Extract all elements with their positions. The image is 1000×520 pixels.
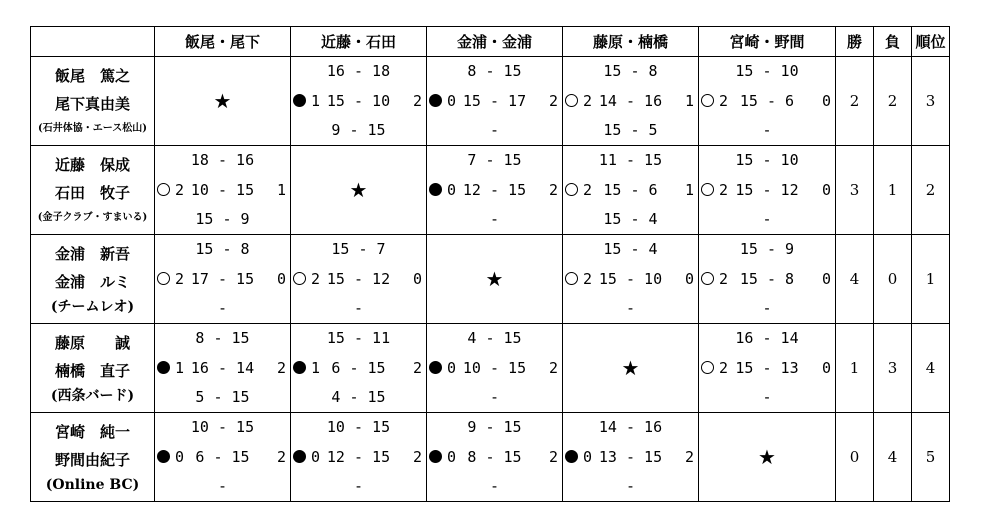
opponent-header: 近藤・石田 [291, 27, 427, 57]
set-score-1: 15 - 7 [331, 240, 386, 258]
set-score-2: 15 - 10 [598, 270, 663, 288]
match-cell [699, 235, 836, 324]
set-score-2: 12 - 15 [462, 181, 527, 199]
games-lost: 2 [548, 448, 558, 466]
rank-value: 1 [912, 235, 950, 324]
set-score-3: - [762, 210, 772, 228]
games-lost: 2 [548, 181, 558, 199]
losses-count: 1 [874, 146, 912, 235]
set-score-1: 15 - 11 [326, 329, 391, 347]
round-robin-table [30, 26, 950, 502]
set-score-1: 7 - 15 [467, 151, 522, 169]
games-won: 0 [175, 448, 185, 466]
losses-count: 4 [874, 413, 912, 502]
games-lost: 2 [548, 359, 558, 377]
games-lost: 1 [684, 181, 694, 199]
player-row [31, 57, 950, 146]
set-score-2: 15 - 8 [739, 270, 795, 288]
games-lost: 2 [412, 92, 422, 110]
match-cell [155, 413, 291, 502]
games-won: 0 [447, 181, 457, 199]
games-lost: 0 [821, 92, 831, 110]
games-lost: 0 [276, 270, 286, 288]
opponent-header: 金浦・金浦 [427, 27, 563, 57]
player-name-cell [31, 324, 155, 413]
set-score-2: 14 - 16 [598, 92, 663, 110]
set-score-2: 15 - 17 [462, 92, 527, 110]
games-won: 0 [311, 448, 321, 466]
games-won: 1 [311, 359, 321, 377]
player-name-2: 野間由紀子 [54, 451, 130, 469]
set-score-1: 15 - 8 [195, 240, 250, 258]
games-lost: 0 [821, 181, 831, 199]
player-row [31, 235, 950, 324]
set-score-3: - [489, 477, 500, 495]
set-score-2: 6 - 15 [331, 359, 386, 377]
rank-value: 5 [912, 413, 950, 502]
corner-cell [31, 27, 155, 57]
set-score-2: 17 - 15 [190, 270, 255, 288]
set-score-1: 18 - 16 [190, 151, 255, 169]
set-score-1: 15 - 8 [603, 62, 658, 80]
set-score-1: 10 - 15 [190, 418, 255, 436]
set-score-3: 15 - 4 [603, 210, 658, 228]
games-lost: 0 [821, 270, 831, 288]
set-score-2: 15 - 6 [739, 92, 795, 110]
player-name-cell [31, 413, 155, 502]
set-score-3: - [625, 299, 636, 317]
club-name: (石井体協・エース松山) [38, 123, 147, 134]
match-cell [155, 146, 291, 235]
games-won: 0 [583, 448, 593, 466]
rank-value: 4 [912, 324, 950, 413]
set-score-3: - [762, 388, 772, 406]
wins-count: 4 [836, 235, 874, 324]
set-score-1: 16 - 14 [735, 329, 799, 347]
self-match-star: ★ [699, 413, 836, 502]
set-score-1: 10 - 15 [326, 418, 391, 436]
set-score-3: - [762, 121, 772, 139]
player-row [31, 324, 950, 413]
player-name-1: 藤原 誠 [54, 334, 130, 352]
rank-value: 2 [912, 146, 950, 235]
games-lost: 0 [412, 270, 422, 288]
player-row [31, 413, 950, 502]
self-match-star: ★ [427, 235, 563, 324]
games-won: 2 [311, 270, 321, 288]
player-name-cell [31, 235, 155, 324]
set-score-2: 15 - 12 [735, 181, 799, 199]
player-name-1: 近藤 保成 [54, 156, 130, 174]
match-cell [563, 413, 699, 502]
match-cell [563, 235, 699, 324]
set-score-2: 8 - 15 [467, 448, 522, 466]
player-name-2: 金浦 ルミ [54, 273, 130, 291]
losses-count: 3 [874, 324, 912, 413]
player-row [31, 146, 950, 235]
player-name-2: 尾下真由美 [54, 95, 130, 113]
player-name-2: 楠橋 直子 [54, 362, 130, 380]
match-cell [563, 57, 699, 146]
set-score-2: 15 - 12 [326, 270, 391, 288]
games-won: 1 [311, 92, 321, 110]
match-cell [155, 235, 291, 324]
opponent-header: 飯尾・尾下 [155, 27, 291, 57]
set-score-2: 13 - 15 [598, 448, 663, 466]
player-name-1: 宮崎 純一 [54, 423, 130, 441]
opponent-header: 宮崎・野間 [699, 27, 836, 57]
match-cell [291, 413, 427, 502]
set-score-2: 10 - 15 [462, 359, 527, 377]
player-name-1: 金浦 新吾 [54, 245, 130, 263]
match-cell [427, 324, 563, 413]
set-score-3: - [353, 299, 364, 317]
losses-header: 負 [874, 27, 912, 57]
club-name: (チームレオ) [50, 299, 135, 315]
match-cell [699, 324, 836, 413]
losses-count: 2 [874, 57, 912, 146]
set-score-3: - [489, 121, 500, 139]
set-score-2: 15 - 6 [603, 181, 658, 199]
games-lost: 1 [684, 92, 694, 110]
club-name: (金子クラブ・すまいる) [37, 212, 148, 223]
set-score-1: 14 - 16 [598, 418, 663, 436]
games-won: 2 [583, 181, 593, 199]
match-cell [427, 413, 563, 502]
self-match-star: ★ [563, 324, 699, 413]
match-cell [427, 57, 563, 146]
games-lost: 1 [276, 181, 286, 199]
games-won: 2 [719, 92, 729, 110]
losses-count: 0 [874, 235, 912, 324]
match-cell [699, 146, 836, 235]
set-score-2: 15 - 10 [326, 92, 391, 110]
games-won: 2 [175, 181, 185, 199]
rank-value: 3 [912, 57, 950, 146]
set-score-3: 9 - 15 [331, 121, 386, 139]
set-score-1: 4 - 15 [467, 329, 522, 347]
match-cell [291, 324, 427, 413]
wins-count: 2 [836, 57, 874, 146]
set-score-2: 15 - 13 [735, 359, 799, 377]
match-cell [427, 146, 563, 235]
set-score-3: - [489, 388, 500, 406]
set-score-3: - [353, 477, 364, 495]
games-won: 2 [719, 270, 729, 288]
set-score-3: - [217, 477, 228, 495]
set-score-2: 12 - 15 [326, 448, 391, 466]
set-score-3: 4 - 15 [331, 388, 386, 406]
set-score-2: 16 - 14 [190, 359, 255, 377]
games-lost: 2 [412, 448, 422, 466]
opponent-header: 藤原・楠橋 [563, 27, 699, 57]
match-cell [699, 57, 836, 146]
set-score-3: - [762, 299, 772, 317]
set-score-1: 15 - 10 [735, 62, 799, 80]
set-score-3: - [217, 299, 228, 317]
set-score-1: 9 - 15 [467, 418, 522, 436]
set-score-3: - [489, 210, 500, 228]
set-score-3: 15 - 5 [603, 121, 658, 139]
games-won: 1 [175, 359, 185, 377]
set-score-1: 16 - 18 [326, 62, 391, 80]
games-lost: 0 [821, 359, 831, 377]
wins-header: 勝 [836, 27, 874, 57]
games-lost: 2 [276, 359, 286, 377]
games-won: 2 [719, 359, 729, 377]
games-won: 2 [719, 181, 729, 199]
set-score-2: 6 - 15 [195, 448, 250, 466]
games-lost: 2 [548, 92, 558, 110]
set-score-1: 11 - 15 [598, 151, 663, 169]
games-won: 0 [447, 92, 457, 110]
games-lost: 2 [276, 448, 286, 466]
wins-count: 1 [836, 324, 874, 413]
games-lost: 2 [412, 359, 422, 377]
match-cell [291, 57, 427, 146]
wins-count: 0 [836, 413, 874, 502]
set-score-1: 15 - 10 [735, 151, 799, 169]
set-score-1: 15 - 9 [739, 240, 795, 258]
set-score-3: 5 - 15 [195, 388, 250, 406]
set-score-2: 10 - 15 [190, 181, 255, 199]
games-won: 2 [583, 92, 593, 110]
games-won: 2 [583, 270, 593, 288]
player-name-2: 石田 牧子 [54, 184, 130, 202]
wins-count: 3 [836, 146, 874, 235]
match-cell [563, 146, 699, 235]
rank-header: 順位 [912, 27, 950, 57]
set-score-1: 8 - 15 [195, 329, 250, 347]
set-score-1: 8 - 15 [467, 62, 522, 80]
match-cell [155, 324, 291, 413]
header-row [31, 27, 950, 57]
games-won: 2 [175, 270, 185, 288]
player-name-cell [31, 57, 155, 146]
club-name: (Online BC) [45, 477, 140, 493]
match-cell [291, 235, 427, 324]
set-score-3: - [625, 477, 636, 495]
self-match-star: ★ [291, 146, 427, 235]
games-won: 0 [447, 448, 457, 466]
self-match-star: ★ [155, 57, 291, 146]
player-name-1: 飯尾 篤之 [54, 67, 130, 85]
set-score-3: 15 - 9 [195, 210, 250, 228]
club-name: (西条バード) [50, 388, 135, 404]
player-name-cell [31, 146, 155, 235]
games-lost: 2 [684, 448, 694, 466]
set-score-1: 15 - 4 [603, 240, 658, 258]
games-won: 0 [447, 359, 457, 377]
games-lost: 0 [684, 270, 694, 288]
